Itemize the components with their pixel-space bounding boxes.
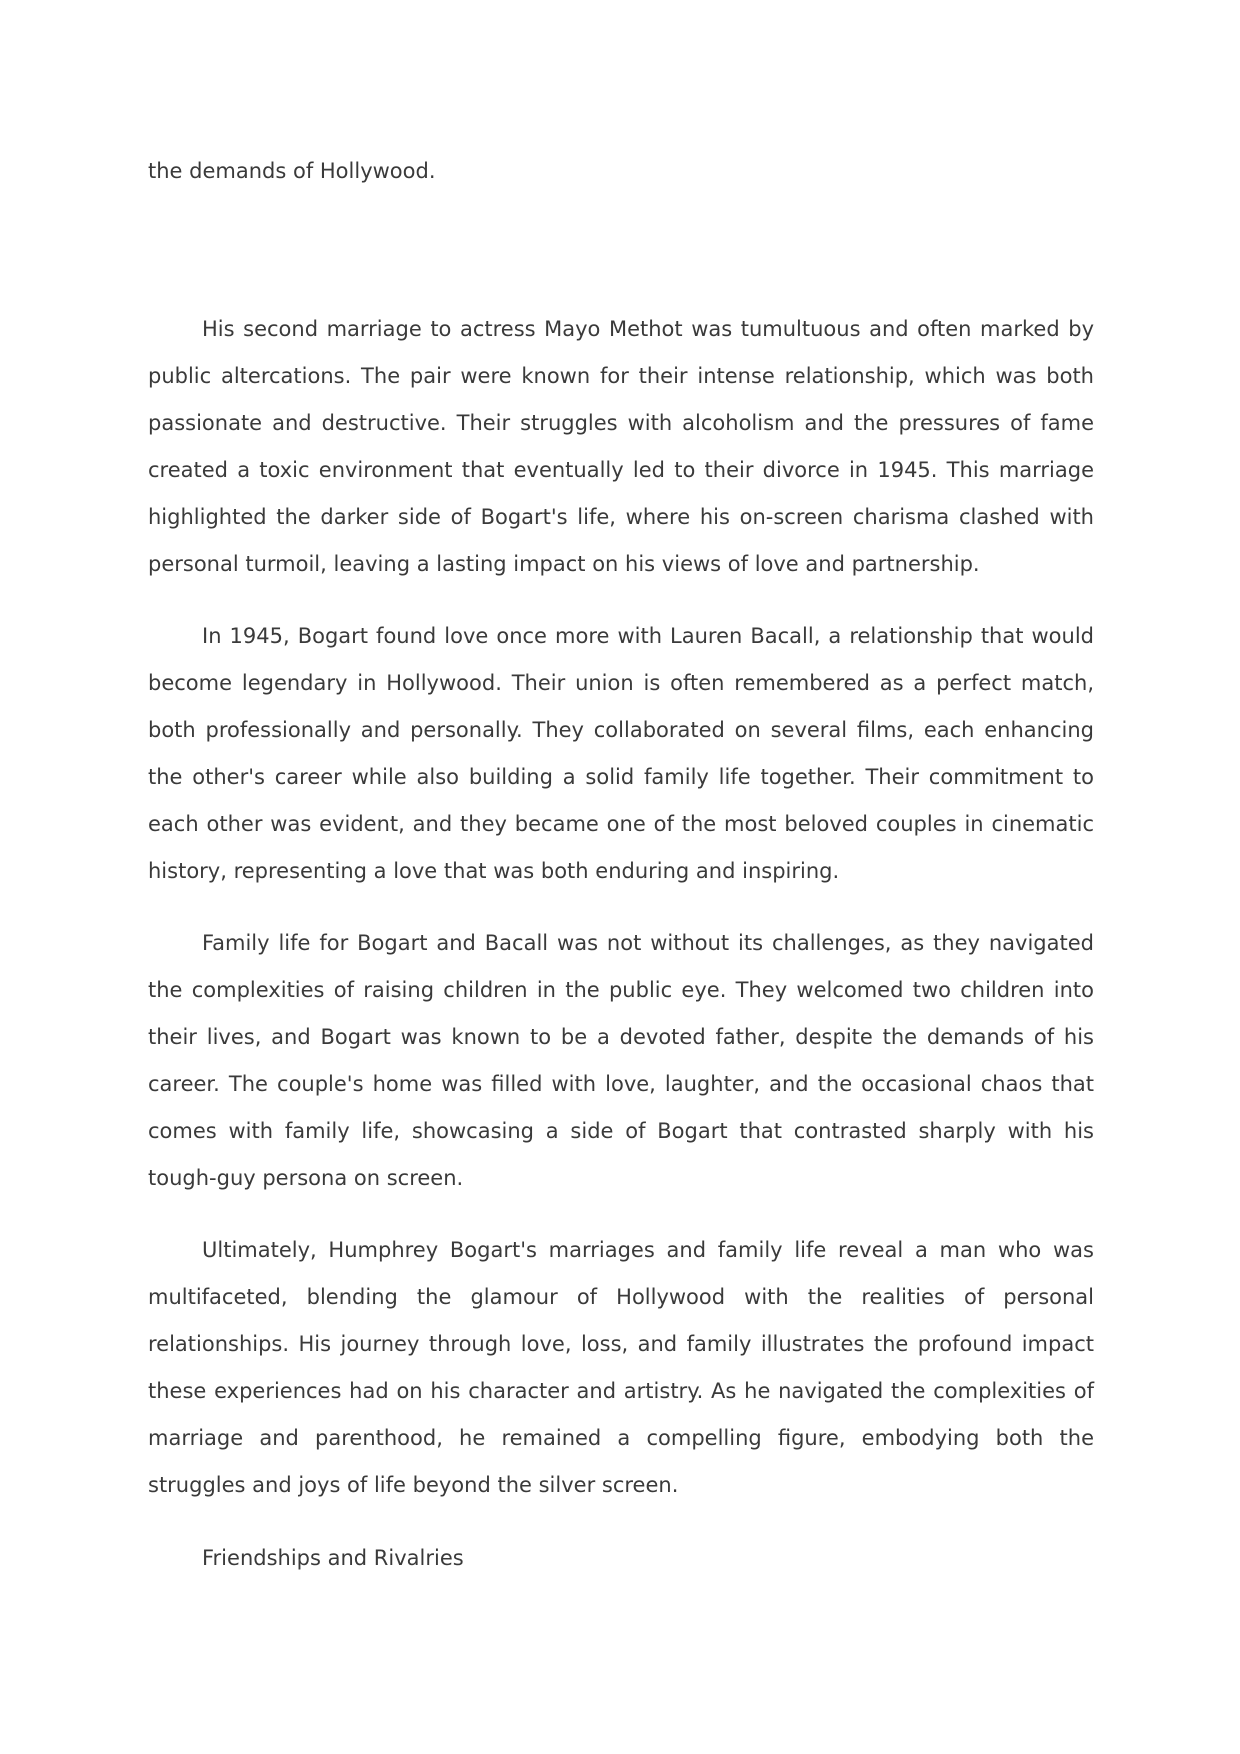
paragraph-conclusion: Ultimately, Humphrey Bogart's marriages and family life reveal a man who was multifaceted, blending the glamour of Hollywood with the realities of personal relationships. His journey through love, loss, and family illustrates the profound impact these experiences had on his character and artistry. As he navigated the complexities of marriage and parenthood, he remained a compelling figure, embodying both the struggles and joys of life beyond the silver screen.	[148, 1238, 1094, 1497]
section-heading-friendships: Friendships and Rivalries	[202, 1546, 464, 1570]
paragraph-second-marriage: His second marriage to actress Mayo Methot was tumultuous and often marked by public altercations. The pair were known for their intense relationship, which was both passionate and destructive. Their struggles with alcoholism and the pressures of fame created a toxic environment that eventually led to their divorce in 1945. This marriage highlighted the darker side of Bogart's life, where his on-screen charisma clashed with personal turmoil, leaving a lasting impact on his views of love and partnership.	[148, 317, 1094, 576]
paragraph-continuation: the demands of Hollywood.	[148, 159, 436, 183]
paragraph-lauren-bacall: In 1945, Bogart found love once more with Lauren Bacall, a relationship that would become legendary in Hollywood. Their union is often remembered as a perfect match, both professionally and personally. They collaborated on several films, each enhancing the other's career while also building a solid family life together. Their commitment to each other was evident, and they became one of the most beloved couples in cinematic history, representing a love that was both enduring and inspiring.	[148, 624, 1094, 883]
paragraph-family-life: Family life for Bogart and Bacall was not without its challenges, as they navigated the complexities of raising children in the public eye. They welcomed two children into their lives, and Bogart was known to be a devoted father, despite the demands of his career. The couple's home was filled with love, laughter, and the occasional chaos that comes with family life, showcasing a side of Bogart that contrasted sharply with his tough-guy persona on screen.	[148, 931, 1094, 1190]
